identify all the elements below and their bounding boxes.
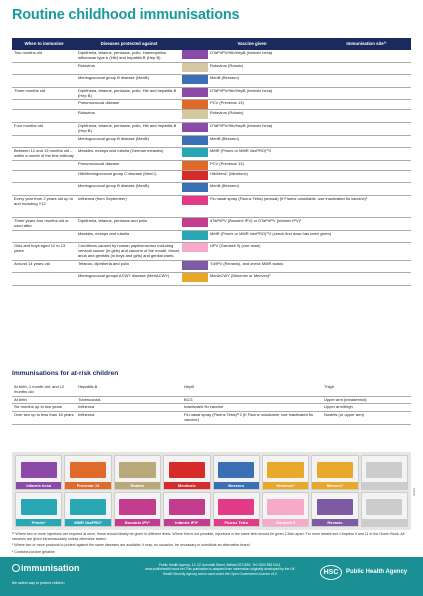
vaccine-cell: Rotavirus (Rotarix) — [208, 110, 411, 123]
product-label: Boostrix IPV¹ — [115, 519, 160, 526]
product-box — [267, 499, 303, 516]
product-label: Menitorix — [164, 482, 209, 489]
when-cell — [12, 230, 76, 243]
product-photo — [15, 455, 62, 490]
schedule-row — [12, 160, 411, 170]
diseases-cell: Influenza (from September) — [76, 195, 182, 217]
schedule-header-row — [12, 38, 411, 50]
page-title: Routine childhood immunisations — [12, 7, 240, 23]
when-cell: Girls and boys aged 12 to 13 years — [12, 243, 76, 260]
product-label: Infanrix IPV¹ — [164, 519, 209, 526]
schedule-row — [12, 195, 411, 217]
vaccine-color-swatch — [182, 195, 208, 217]
risk-when-cell: Over two up to less than 18 years — [12, 412, 76, 425]
when-cell: Three years four months old or soon after — [12, 218, 76, 231]
footnote-brand-substitution: ¹ Where two or more products to protect against the same diseases are available, it may, on occasion, be necessary to substitute an alternative brand. — [12, 543, 251, 548]
product-photo — [163, 492, 210, 527]
diseases-cell: Measles, mumps and rubella — [76, 230, 182, 243]
diseases-cell: Meningococcal groups ACWY disease (MenACWY) — [76, 273, 182, 286]
vaccine-cell: MenB (Bexsero) — [208, 135, 411, 148]
product-label: Revaxis — [312, 519, 357, 526]
product-box — [169, 462, 205, 479]
product-label: Priorix¹ — [16, 519, 61, 526]
at-risk-table — [12, 384, 411, 425]
schedule-row — [12, 100, 411, 110]
vaccine-cell: Flu nasal spray (Fluenz Tetra) (annual) (If Fluenz unsuitable, use inactivated flu vaccine)¹ — [208, 195, 411, 217]
product-label: Prevenar 13 — [65, 482, 110, 489]
product-photo — [15, 492, 62, 527]
product-photo — [262, 492, 309, 527]
when-cell: Three months old — [12, 87, 76, 100]
schedule-row — [12, 243, 411, 260]
risk-diseases-cell: Influenza — [76, 412, 182, 425]
risk-when-cell: Six months up to two years — [12, 404, 76, 412]
product-photo — [114, 455, 161, 490]
diseases-cell: Conditions caused by human papillomavirus including cervical cancer (in girls) and cancers of the mouth, throat, anus and genitals (in boys and girls) and genital warts. — [76, 243, 182, 260]
product-label — [362, 519, 407, 526]
vaccine-color-swatch — [182, 122, 208, 135]
when-cell — [12, 75, 76, 88]
schedule-row — [12, 110, 411, 123]
schedule-row — [12, 135, 411, 148]
diseases-cell: Meningococcal group B disease (MenB) — [76, 75, 182, 88]
header-site: Immunisation site¹¹ — [322, 38, 411, 50]
when-cell — [12, 273, 76, 286]
product-box — [218, 499, 254, 516]
header-when: When to immunise — [12, 38, 76, 50]
product-label: Nimenrix¹ — [263, 482, 308, 489]
product-photo — [163, 455, 210, 490]
diseases-cell: Diphtheria, tetanus, pertussis, polio, Haemophilus influenzae type b (Hib) and hepatitis B (Hep B) — [76, 50, 182, 62]
product-box — [119, 462, 155, 479]
product-photo — [311, 455, 358, 490]
when-cell — [12, 160, 76, 170]
vaccine-color-swatch — [182, 218, 208, 231]
when-cell — [12, 170, 76, 183]
schedule-row — [12, 218, 411, 231]
schedule-row — [12, 122, 411, 135]
diseases-cell: Rotavirus — [76, 110, 182, 123]
footer-address: Public Health Agency, 12–22 Linenhall Street, Belfast BT2 8BS. Tel: 0300 555 0114. www.publichealth.hscni.net This publication is adapted from information originally developed by the UK Health Security Agency and is used under the Open Government Licence v3.0 — [145, 563, 295, 576]
schedule-row — [12, 87, 411, 100]
product-box — [169, 499, 205, 516]
risk-row — [12, 412, 411, 425]
schedule-table — [12, 38, 411, 286]
diseases-cell: Meningococcal group B disease (MenB) — [76, 183, 182, 196]
immunisation-wordmark: immunisation — [21, 563, 80, 573]
diseases-cell: Hib/Meningococcal group C disease (MenC) — [76, 170, 182, 183]
agency-name: Public Health Agency — [346, 569, 408, 576]
product-photo — [213, 455, 260, 490]
schedule-row — [12, 148, 411, 161]
product-box — [119, 499, 155, 516]
product-box — [317, 499, 353, 516]
schedule-row — [12, 170, 411, 183]
product-photo — [64, 455, 111, 490]
header-vaccine: Vaccine given — [182, 38, 322, 50]
vaccine-cell: MMR (Priorix or MMR VaxPRO)¹ˁ2 (check first dose has been given) — [208, 230, 411, 243]
risk-site-cell: Upper arm (intradermal) — [322, 396, 411, 404]
header-diseases: Diseases protected against — [76, 38, 182, 50]
vaccine-cell: PCV (Prevenar 13) — [208, 160, 411, 170]
when-cell — [12, 135, 76, 148]
product-box — [21, 499, 57, 516]
diseases-cell: Rotavirus — [76, 62, 182, 75]
product-photo — [213, 492, 260, 527]
vaccine-cell: Td/IPV (Revaxis), and check MMR status — [208, 260, 411, 273]
product-box — [317, 462, 353, 479]
product-label — [362, 482, 407, 489]
risk-when-cell: At birth — [12, 396, 76, 404]
risk-vaccine-cell: Flu nasal spray (Fluenz Tetra)¹ˁ2 (If Fluenz unsuitable, use inactivated flu vaccine) — [182, 412, 322, 425]
product-photo — [361, 492, 408, 527]
footnotes — [12, 532, 411, 556]
diseases-cell: Diphtheria, tetanus, pertussis, polio, Hib and hepatitis B (Hep B) — [76, 122, 182, 135]
diseases-cell: Tetanus, diphtheria and polio — [76, 260, 182, 273]
hsc-agency-logo — [320, 565, 407, 580]
diseases-cell: Diphtheria, tetanus, pertussis and polio — [76, 218, 182, 231]
vaccine-cell: PCV (Prevenar 13) — [208, 100, 411, 110]
footnote-injection-sites: ¹¹ Where two or more injections are required at once, these should ideally be given in different limbs. Where this is not possible, injections in the same limb should be given 2.5cm apart. For more details see Chapters 4 and 11 in the Green Book. All vaccines are given intramuscularly unless otherwise stated. — [12, 532, 405, 541]
vaccine-cell: MenB (Bexsero) — [208, 75, 411, 88]
risk-vaccine-cell: BCG — [182, 396, 322, 404]
when-cell: Two months old — [12, 50, 76, 62]
risk-vaccine-cell: HepB — [182, 384, 322, 396]
product-photo — [311, 492, 358, 527]
when-cell — [12, 110, 76, 123]
product-label: MMR VaxPRO² — [65, 519, 110, 526]
footer-bar — [0, 557, 423, 596]
schedule-row — [12, 260, 411, 273]
risk-row — [12, 404, 411, 412]
product-label: Fluenz Tetra — [214, 519, 259, 526]
vaccine-color-swatch — [182, 230, 208, 243]
when-cell: Between 12 and 13 months old – within a month of the first birthday — [12, 148, 76, 161]
vaccine-cell: HPV (Gardasil 9) (one dose) — [208, 243, 411, 260]
vaccine-cell: DTaP/IPV/Hib/HepB (Infanrix hexa) — [208, 50, 411, 62]
vaccine-cell: Hib/MenC (Menitorix) — [208, 170, 411, 183]
risk-diseases-cell: Influenza — [76, 404, 182, 412]
footer-tagline: the safest way to protect children — [12, 581, 65, 585]
product-box — [218, 462, 254, 479]
product-photo — [114, 492, 161, 527]
document-code: 01/24 — [412, 488, 417, 496]
diseases-cell: Pneumococcal disease — [76, 100, 182, 110]
vaccine-color-swatch — [182, 62, 208, 75]
risk-row — [12, 396, 411, 404]
vaccine-color-swatch — [182, 243, 208, 260]
vaccine-color-swatch — [182, 260, 208, 273]
when-cell — [12, 183, 76, 196]
vaccine-color-swatch — [182, 87, 208, 100]
when-cell: Every year from 2 years old up to and including Y12 — [12, 195, 76, 217]
risk-section-title: Immunisations for at-risk children — [12, 370, 119, 377]
product-label: Gardasil 9 — [263, 519, 308, 526]
vaccine-color-swatch — [182, 183, 208, 196]
immunisation-circle-icon — [12, 564, 20, 572]
footnote-porcine-gelatine: ² Contains porcine gelatine — [12, 549, 55, 554]
when-cell: Four months old — [12, 122, 76, 135]
risk-site-cell: Upper arm/thigh — [322, 404, 411, 412]
vaccine-cell: MenACWY (Nimenrix or Menveo)¹ — [208, 273, 411, 286]
product-label: Menveo¹ — [312, 482, 357, 489]
product-label: Infanrix hexa — [16, 482, 61, 489]
diseases-cell: Meningococcal group B disease (MenB) — [76, 135, 182, 148]
product-photo — [361, 455, 408, 490]
product-box — [70, 462, 106, 479]
product-photo — [262, 455, 309, 490]
vaccine-cell: MMR (Priorix or MMR VaxPRO)¹ˁ2 — [208, 148, 411, 161]
vaccine-color-swatch — [182, 100, 208, 110]
vaccine-color-swatch — [182, 75, 208, 88]
product-box — [366, 499, 402, 516]
when-cell — [12, 100, 76, 110]
vaccine-cell: MenB (Bexsero) — [208, 183, 411, 196]
vaccine-color-swatch — [182, 148, 208, 161]
schedule-row — [12, 62, 411, 75]
product-box — [21, 462, 57, 479]
vaccine-cell: Rotavirus (Rotarix) — [208, 62, 411, 75]
schedule-row — [12, 273, 411, 286]
when-cell: Around 14 years old — [12, 260, 76, 273]
risk-vaccine-cell: Inactivated flu vaccine — [182, 404, 322, 412]
diseases-cell: Measles, mumps and rubella (German measles) — [76, 148, 182, 161]
vaccine-color-swatch — [182, 170, 208, 183]
risk-row — [12, 384, 411, 396]
vaccine-color-swatch — [182, 273, 208, 286]
vaccine-color-swatch — [182, 110, 208, 123]
when-cell — [12, 62, 76, 75]
schedule-row — [12, 230, 411, 243]
product-label: Bexsero — [214, 482, 259, 489]
product-box — [366, 462, 402, 479]
risk-when-cell: At birth, 1 month old, and 12 months old — [12, 384, 76, 396]
product-box — [70, 499, 106, 516]
schedule-row — [12, 75, 411, 88]
hsc-logo-icon: HSC — [320, 565, 342, 580]
diseases-cell: Pneumococcal disease — [76, 160, 182, 170]
schedule-row — [12, 50, 411, 62]
vaccine-cell: dTaP/IPV (Boostrix IPV) or DTaP/IPV (Infanrix IPV)¹ — [208, 218, 411, 231]
risk-site-cell: Thigh — [322, 384, 411, 396]
diseases-cell: Diphtheria, tetanus, pertussis, polio, Hib and hepatitis B (Hep B) — [76, 87, 182, 100]
vaccine-cell: DTaP/IPV/Hib/HepB (Infanrix hexa) — [208, 87, 411, 100]
risk-diseases-cell: Hepatitis B — [76, 384, 182, 396]
vaccine-color-swatch — [182, 160, 208, 170]
product-label: Rotarix — [115, 482, 160, 489]
vaccine-cell: DTaP/IPV/Hib/HepB (Infanrix hexa) — [208, 122, 411, 135]
product-box — [267, 462, 303, 479]
product-photo — [64, 492, 111, 527]
schedule-row — [12, 183, 411, 196]
vaccine-color-swatch — [182, 50, 208, 62]
vaccine-color-swatch — [182, 135, 208, 148]
risk-site-cell: Nostrils (or upper arm) — [322, 412, 411, 425]
risk-diseases-cell: Tuberculosis — [76, 396, 182, 404]
vaccine-product-photos — [12, 452, 411, 530]
immunisation-logo — [12, 563, 80, 573]
